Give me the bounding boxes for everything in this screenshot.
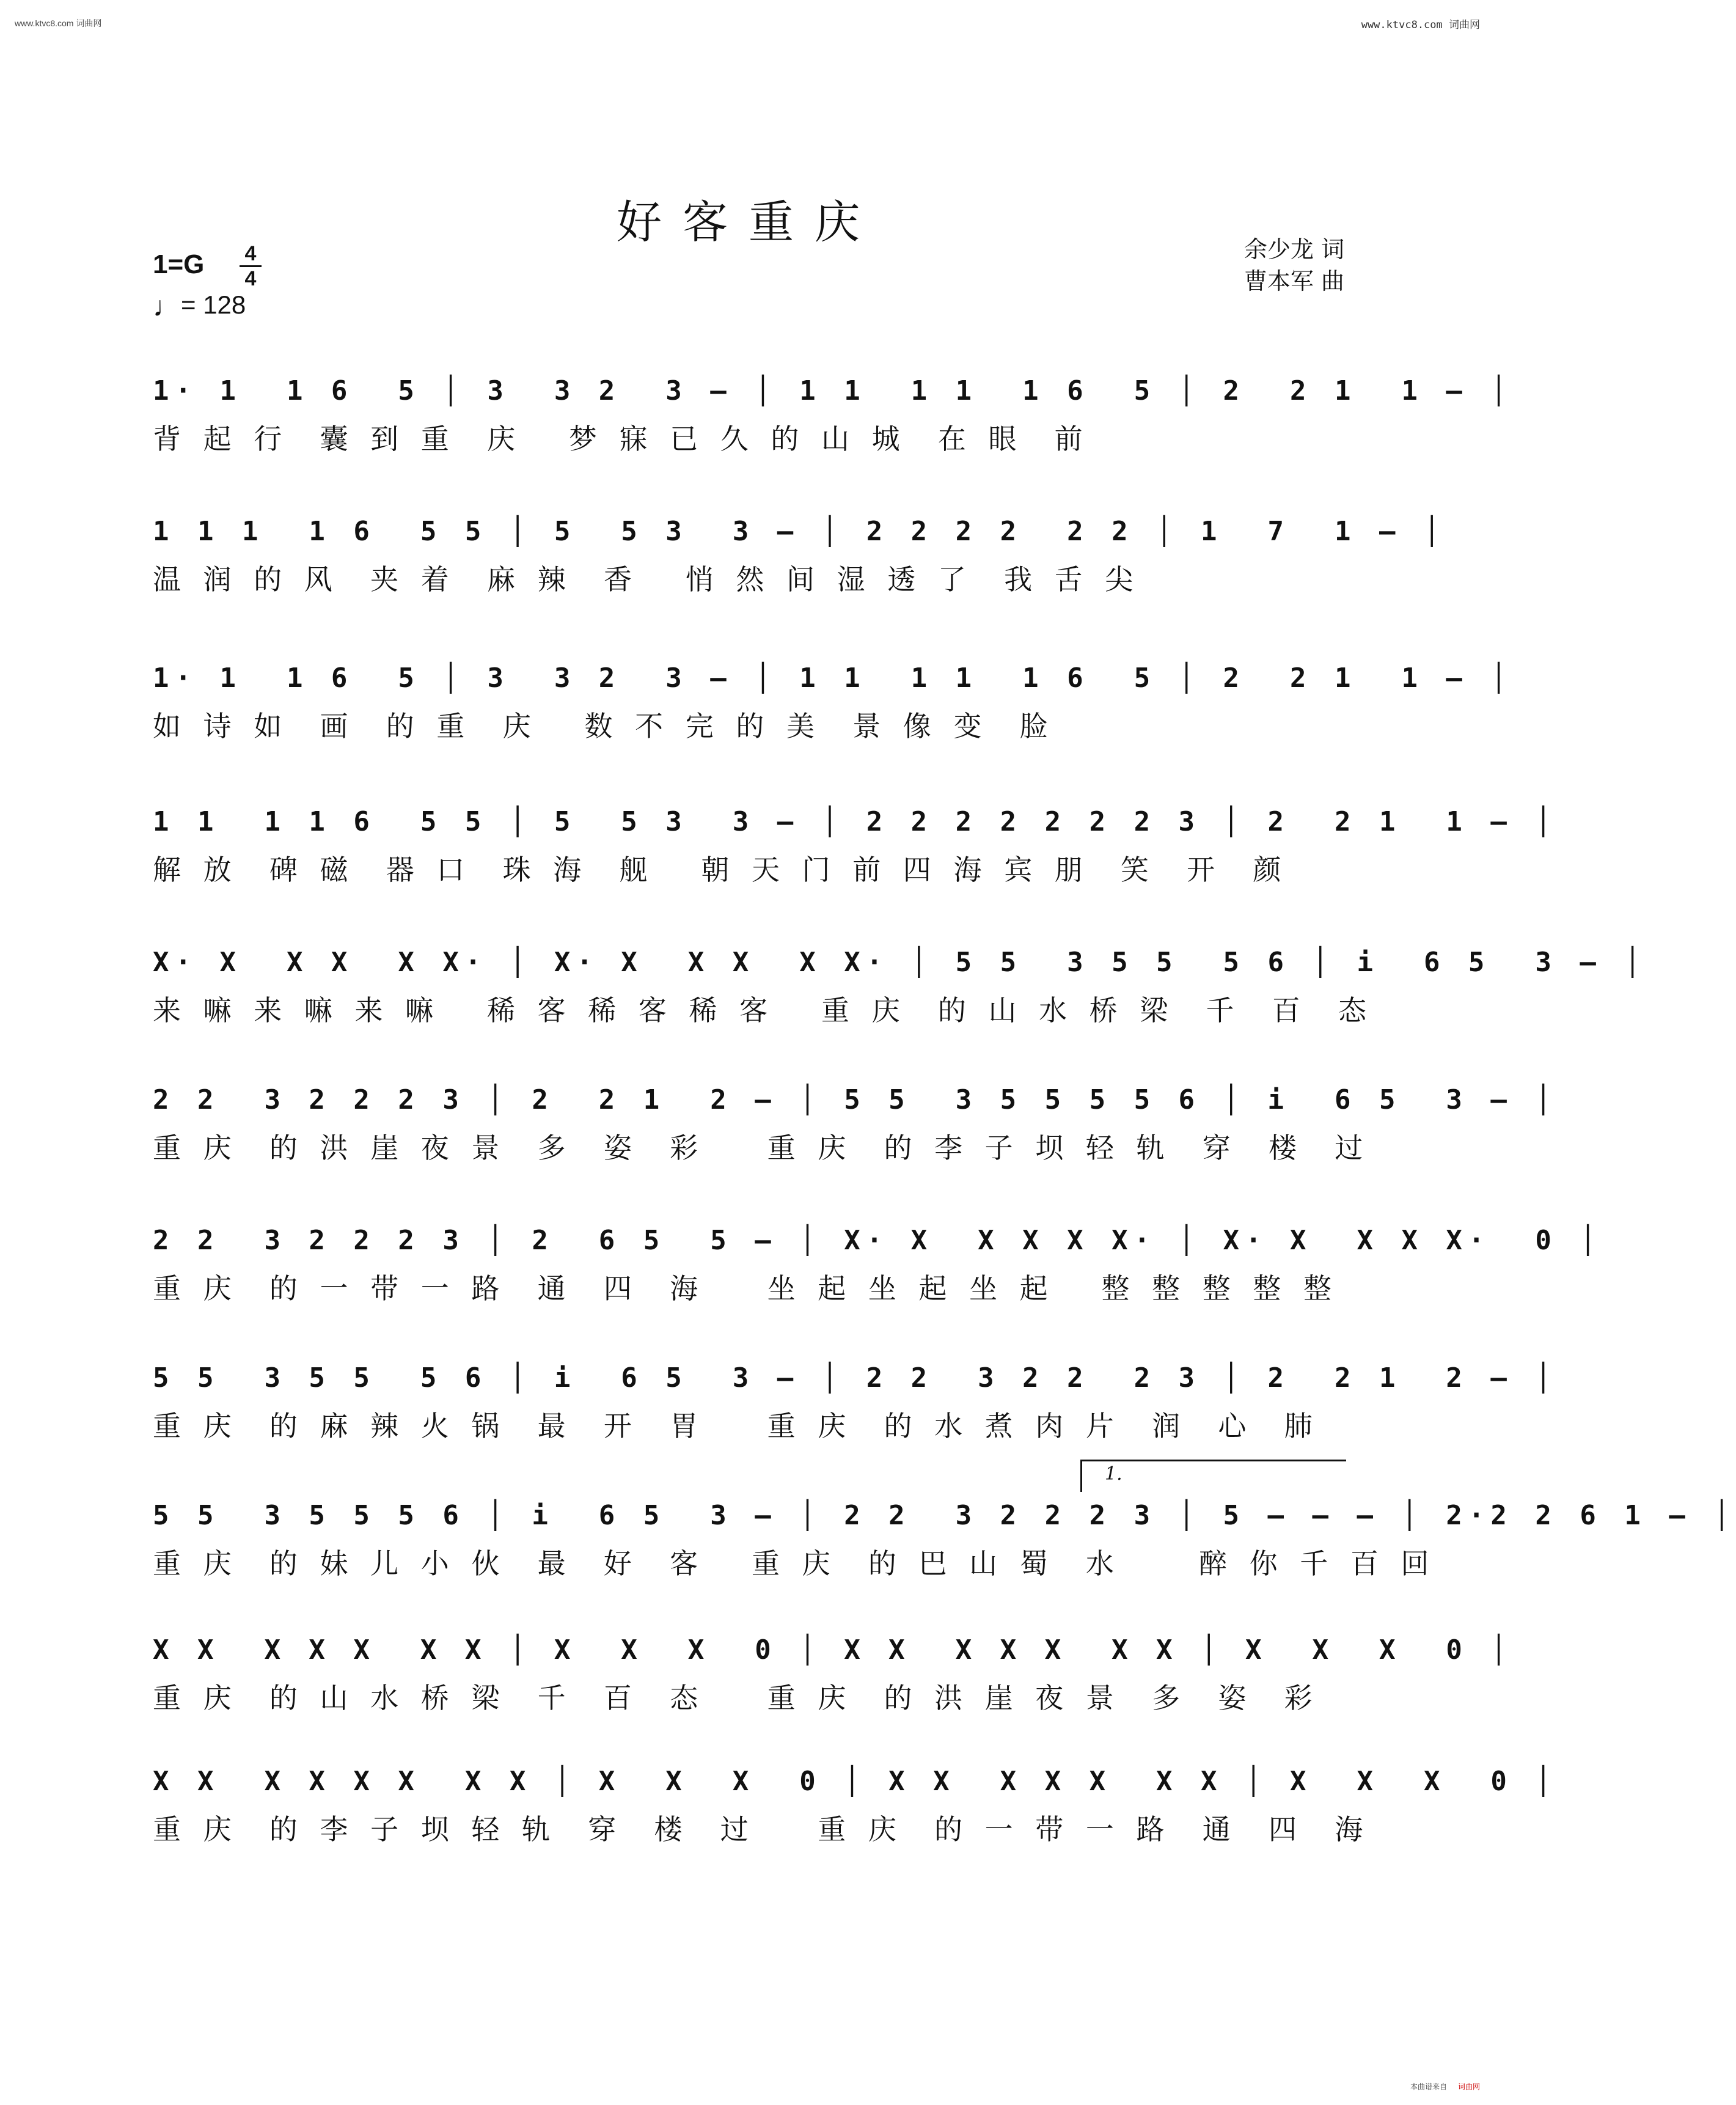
lyrics-row: 如 诗 如 画 的 重 庆 数 不 完 的 美 景 像 变 脸 xyxy=(153,710,1055,743)
score-line-3 xyxy=(153,657,1513,748)
composer: 曹本军 曲 xyxy=(1243,268,1344,295)
side-watermark-left xyxy=(2,43,11,2060)
lyrics-row: 重 庆 的 妹 儿 小 伙 最 好 客 重 庆 的 巴 山 蜀 水 醉 你 千 百 回 xyxy=(153,1547,1436,1580)
notation-row: 1 1 1 1 6 5 5 │ 5 5 3 3 – │ 2 2 2 2 2 2 │ 1 7 1 – │ xyxy=(153,516,1446,547)
lyrics-row: 重 庆 的 一 带 一 路 通 四 海 坐 起 坐 起 坐 起 整 整 整 整 整 xyxy=(153,1272,1339,1305)
lyrics-row: 重 庆 的 麻 辣 火 锅 最 开 胃 重 庆 的 水 煮 肉 片 润 心 肺 xyxy=(153,1409,1319,1442)
score-line-9 xyxy=(153,1494,1736,1585)
time-signature-bottom: 4 xyxy=(244,267,257,290)
first-ending-label: 1. xyxy=(1105,1463,1123,1485)
footer xyxy=(1410,2081,1480,2092)
score-line-1 xyxy=(153,370,1513,460)
score-line-8 xyxy=(153,1357,1558,1447)
quarter-note-icon: ♩ xyxy=(153,290,181,322)
credits xyxy=(1244,233,1344,297)
score-line-7 xyxy=(153,1219,1602,1310)
lyrics-row: 温 润 的 风 夹 着 麻 辣 香 悄 然 间 湿 透 了 我 舌 尖 xyxy=(153,563,1140,596)
tempo-marking xyxy=(153,290,246,323)
lyricist: 余少龙 词 xyxy=(1243,236,1344,263)
time-signature xyxy=(240,243,262,289)
site-label-left: www.ktvc8.com 词曲网 xyxy=(15,18,102,28)
score-line-6 xyxy=(153,1079,1558,1169)
notation-row: 1· 1 1 6 5 │ 3 3 2 3 – │ 1 1 1 1 1 6 5 │ 2 2 1 1 – │ xyxy=(153,663,1513,694)
notation-row: X X X X X X X │ X X X 0 │ X X X X X X X │ X X X 0 │ xyxy=(153,1634,1513,1666)
notation-row: X X X X X X X X │ X X X 0 │ X X X X X X X │ X X X 0 │ xyxy=(153,1766,1558,1797)
score-line-5 xyxy=(153,941,1647,1032)
notation-row: 5 5 3 5 5 5 6 │ i 6 5 3 – │ 2 2 3 2 2 2 3 │ 2 2 1 2 – │ xyxy=(153,1362,1558,1394)
notation-row: 1 1 1 1 6 5 5 │ 5 5 3 3 – │ 2 2 2 2 2 2 2 3 │ 2 2 1 1 – │ xyxy=(153,806,1558,837)
notation-row: 1· 1 1 6 5 │ 3 3 2 3 – │ 1 1 1 1 1 6 5 │ 2 2 1 1 – │ xyxy=(153,375,1513,406)
lyrics-row: 来 嘛 来 嘛 来 嘛 稀 客 稀 客 稀 客 重 庆 的 山 水 桥 梁 千 百 态 xyxy=(153,994,1374,1027)
site-label-right[interactable]: www.ktvc8.com 词曲网 xyxy=(1361,19,1480,31)
time-signature-top: 4 xyxy=(244,242,257,265)
lyrics-row: 重 庆 的 李 子 坝 轻 轨 穿 楼 过 重 庆 的 一 带 一 路 通 四 海 xyxy=(153,1813,1370,1846)
song-title: 好客重庆 xyxy=(617,196,881,249)
footer-brand[interactable]: 词曲网 xyxy=(1457,2082,1480,2091)
key-signature: 1=G xyxy=(153,249,205,279)
notation-row: X· X X X X X· │ X· X X X X X· │ 5 5 3 5 5 5 6 │ i 6 5 3 – │ xyxy=(153,947,1647,978)
score-line-4 xyxy=(153,801,1558,891)
lyrics-row: 背 起 行 囊 到 重 庆 梦 寐 已 久 的 山 城 在 眼 前 xyxy=(153,422,1090,455)
notation-row: 2 2 3 2 2 2 3 │ 2 6 5 5 – │ X· X X X X X· │ X· X X X X· 0 │ xyxy=(153,1225,1602,1256)
footer-text: 本曲谱来自 xyxy=(1410,2082,1447,2091)
notation-row: 5 5 3 5 5 5 6 │ i 6 5 3 – │ 2 2 3 2 2 2 3 │ 5 – – – │ 2·2 2 6 1 – │ xyxy=(153,1500,1736,1531)
tempo-value: = 128 xyxy=(181,290,246,319)
score-line-10 xyxy=(153,1629,1513,1719)
score-line-2 xyxy=(153,510,1446,601)
lyrics-row: 重 庆 的 洪 崖 夜 景 多 姿 彩 重 庆 的 李 子 坝 轻 轨 穿 楼 过 xyxy=(153,1131,1370,1164)
lyrics-row: 解 放 碑 磁 器 口 珠 海 舰 朝 天 门 前 四 海 宾 朋 笑 开 颜 xyxy=(153,853,1288,886)
score-line-11 xyxy=(153,1760,1558,1851)
lyrics-row: 重 庆 的 山 水 桥 梁 千 百 态 重 庆 的 洪 崖 夜 景 多 姿 彩 xyxy=(153,1681,1319,1714)
side-watermark-right xyxy=(1486,43,1495,2060)
notation-row: 2 2 3 2 2 2 3 │ 2 2 1 2 – │ 5 5 3 5 5 5 5 6 │ i 6 5 3 – │ xyxy=(153,1084,1558,1115)
